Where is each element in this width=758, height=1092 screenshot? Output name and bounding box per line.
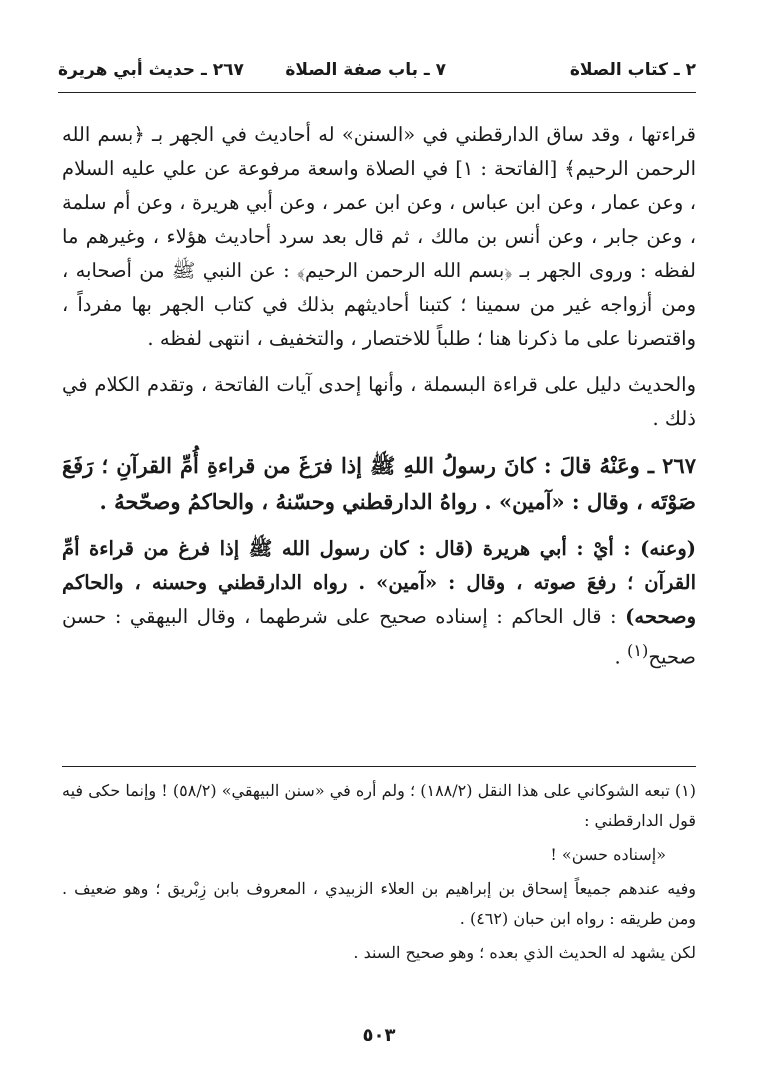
hadith-text: ٢٦٧ ـ وعَنْهُ قالَ : كانَ رسولُ اللهِ ﷺ إذا فرَغَ من قراءةِ أُمِّ القرآنِ ؛ رَفَعَ صَوْتَه ، وقال : «آمين» . رواهُ الدارقطني وحسّنهُ ، والحاكمُ وصحّحهُ . [62,453,696,514]
paragraph-1: قراءتها ، وقد ساق الدارقطني في «السنن» له أحاديث في الجهر بـ ﴿بسم الله الرحمن الرحيم﴾ [الفاتحة : ١] في الصلاة واسعة مرفوعة عن علي عليه السلام ، وعن عمار ، وعن ابن عباس ، وعن ابن عمر ، وعن أبي هريرة ، وعن أم سلمة ، وعن جابر ، وعن أنس بن مالك ، ثم قال بعد سرد أحاديث هؤلاء ، وغيرهم ما لفظه : وروى الجهر بـ ﴿بسم الله الرحمن الرحيم﴾ : عن النبي ﷺ من أصحابه ، ومن أزواجه غير من سمينا ؛ كتبنا أحاديثهم بذلك في كتاب الجهر بها مفرداً ، واقتصرنا على ما ذكرنا هنا ؛ طلباً للاختصار ، والتخفيف ، انتهى لفظه . [62,123,696,350]
commentary-tail: . [614,645,627,669]
commentary-end: : قال الحاكم : إسناده صحيح على شرطهما ، وقال البيهقي : حسن صحيح [62,605,696,669]
footnote-2: وفيه عندهم جميعاً إسحاق بن إبراهيم بن العلاء الزبيدي ، المعروف بابن زِبْريق ؛ وهو ضعيف . ومن طريقه : رواه ابن حبان (٤٦٢) . [62,879,696,928]
header-chapter-title: ٧ ـ باب صفة الصلاة [285,60,446,80]
header-book-title: ٢ ـ كتاب الصلاة [569,60,696,80]
page-number: ٥٠٣ [362,1025,396,1046]
footnote-divider [62,766,696,767]
commentary-quote: (قال : كان رسول الله ﷺ إذا فرغ من قراءة أمِّ القرآن ؛ رفعَ صوته ، وقال : «آمين» . رواه الدارقطني وحسنه ، والحاكم وصححه) [62,537,697,628]
header-divider [58,92,696,93]
footnote-3: لكن يشهد له الحديث الذي بعده ؛ وهو صحيح السند . [353,943,696,962]
footnote-reference: (١) [626,641,649,660]
header-hadith-title: ٢٦٧ ـ حديث أبي هريرة [58,60,244,80]
commentary-start: (وعنه) : أيْ : أبي هريرة [482,537,697,560]
commentary-paragraph [62,532,696,675]
footnote-1: (١) تبعه الشوكاني على هذا النقل (١٨٨/٢) ؛ ولم أره في «سنن البيهقي» (٥٨/٢) ! وإنما حكى فيه قول الدارقطني : [62,781,697,830]
running-header [58,52,696,92]
footnote-1-quote: «إسناده حسن» ! [550,845,666,864]
paragraph-2: والحديث دليل على قراءة البسملة ، وأنها إحدى آيات الفاتحة ، وتقدم الكلام في ذلك . [62,373,696,430]
main-text [62,118,696,687]
footnotes [62,776,696,972]
